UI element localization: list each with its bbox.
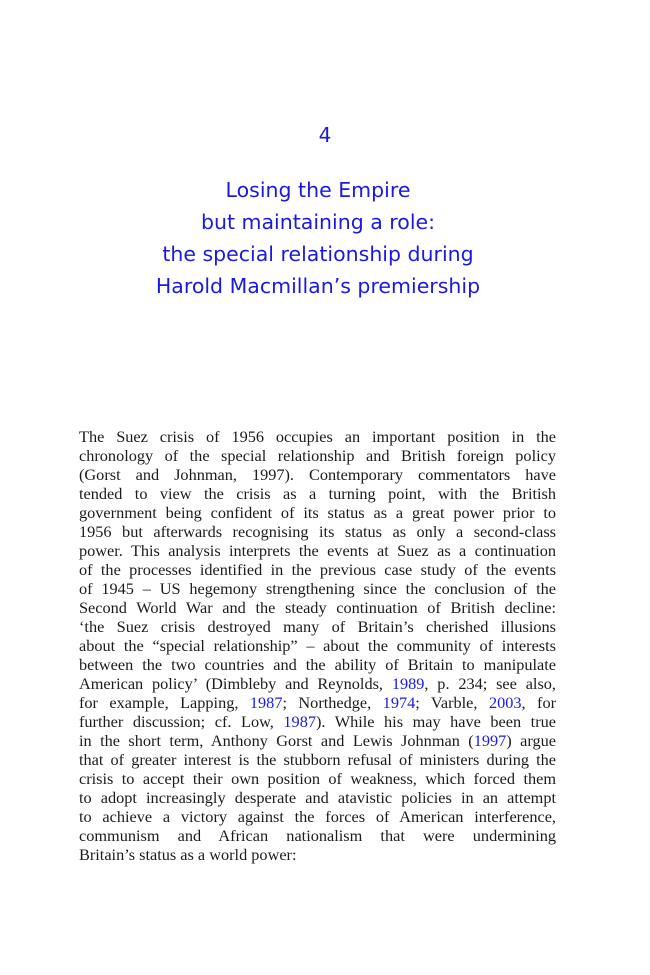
chapter-title-line: the special relationship during [162, 242, 474, 266]
text-segment: American policy’ (Dimbleby and Reynolds, [79, 674, 392, 693]
text-line: to adopt increasingly desperate and atavistic policies in an attempt [79, 788, 556, 807]
text-line: about the “special relationship” – about the community of interests [79, 636, 556, 655]
citation-link[interactable]: 1974 [382, 693, 416, 712]
text-line: ‘the Suez crisis destroyed many of Britain’s cherished illusions [79, 617, 556, 636]
text-line: (Gorst and Johnman, 1997). Contemporary commentators have [79, 465, 556, 484]
text-line: government being confident of its status as a great power prior to [79, 503, 556, 522]
text-line: Second World War and the steady continuation of British decline: [79, 598, 556, 617]
text-segment: , for [521, 693, 557, 712]
text-segment: ; Varble, [415, 693, 489, 712]
text-segment: in the short term, Anthony Gorst and Lewis Johnman ( [79, 731, 474, 750]
chapter-title [80, 174, 556, 302]
citation-link[interactable]: 1987 [283, 712, 316, 731]
text-line: to achieve a victory against the forces of American interference, [79, 807, 556, 826]
text-line: chronology of the special relationship and British foreign policy [79, 446, 556, 465]
text-line [79, 693, 556, 712]
text-line: 1956 but afterwards recognising its status as only a second-class [79, 522, 556, 541]
text-segment: ) argue [506, 731, 556, 750]
text-segment: , p. 234; see also, [424, 674, 557, 693]
text-line [79, 712, 556, 731]
citation-link[interactable]: 1997 [473, 731, 507, 750]
text-line: tended to view the crisis as a turning point, with the British [79, 484, 556, 503]
text-segment: for example, Lapping, [79, 693, 250, 712]
text-line: of 1945 – US hegemony strengthening since the conclusion of the [79, 579, 556, 598]
text-line: Britain’s status as a world power: [79, 845, 297, 864]
text-line [79, 674, 556, 693]
text-line: communism and African nationalism that were undermining [79, 826, 556, 845]
text-segment: further discussion; cf. Low, [79, 712, 284, 731]
text-line: power. This analysis interprets the events at Suez as a continuation [79, 541, 556, 560]
chapter-title-line: but maintaining a role: [200, 210, 436, 234]
citation-link[interactable]: 1989 [391, 674, 425, 693]
chapter-title-line: Losing the Empire [225, 178, 411, 202]
text-segment: ; Northedge, [282, 693, 383, 712]
citation-link[interactable]: 2003 [488, 693, 522, 712]
chapter-number: 4 [318, 123, 332, 147]
chapter-title-line: Harold Macmillan’s premiership [155, 274, 481, 298]
citation-link[interactable]: 1987 [249, 693, 283, 712]
text-line: crisis to accept their own position of weakness, which forced them [79, 769, 556, 788]
text-segment: ). While his may have been true [315, 712, 556, 731]
text-line [79, 731, 556, 750]
text-line: of the processes identified in the previous case study of the events [79, 560, 556, 579]
text-line: The Suez crisis of 1956 occupies an important position in the [79, 427, 556, 446]
text-line: that of greater interest is the stubborn refusal of ministers during the [79, 750, 556, 769]
text-line: between the two countries and the ability of Britain to manipulate [79, 655, 556, 674]
body-paragraph [79, 427, 556, 864]
